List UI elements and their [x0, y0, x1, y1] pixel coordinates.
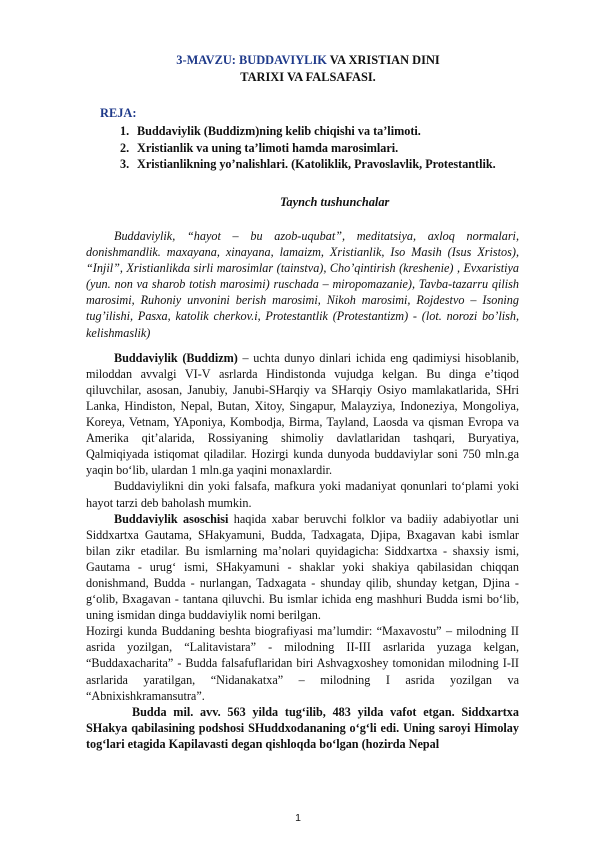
body-paragraph: Hozirgi kunda Buddaning beshta biografiyasi ma’lumdir: “Maxavostu” – milodning II asrida yozilgan, “Lalitavistara” - milodning II-III asrlarida yuzaga kelgan, “Buddaxacharita” - Budda falsafuflaridan biri Ashvagxoshey tomonidan milodning I-II asrlarida yaratilgan, “Nidanakatxa” – milodning I asrida yozilgan va “Abnixishkramansutra”. [86, 624, 519, 703]
body-paragraph: Budda mil. avv. 563 yilda tug‘ilib, 483 yilda vafot etgan. Siddxartxa SHakya qabilasining podshosi SHuddxodananing o‘g‘li edi. Uning saroyi Himolay tog‘lari etagida Kapilavasti degan qishloqda bo‘lgan (hozirda Nepal [86, 704, 519, 751]
plan-item-text: Xristianlikning yo’nalishlari. (Katoliklik, Pravoslavlik, Protestantlik. [137, 157, 496, 172]
plan-heading: REJA: [100, 106, 137, 120]
page-number: 1 [295, 812, 301, 824]
plan-item-number: 3. [120, 157, 130, 172]
plan-item [120, 156, 560, 173]
body-paragraph: Buddaviylikni din yoki falsafa, mafkura yoki madaniyat qonunlari to‘plami yoki hayot tarzi deb baholash mumkin. [86, 479, 519, 510]
key-terms-heading: Taynch tushunchalar [280, 195, 390, 209]
title-topic-label: 3-MAVZU: BUDDAVIYLIK [176, 53, 327, 67]
title-line-2: TARIXI VA FALSAFASI. [240, 69, 376, 84]
body-paragraph [86, 511, 519, 624]
key-terms-paragraph: Buddaviylik, “hayot – bu azob-uqubat”, meditatsiya, axloq normalari, donishmandlik. maxayana, xinayana, lamaizm, Xristianlik, Iso Masih (Isus Xristos), “Injil”, Xristianlikda sirli marosimlar (tainstva), Cho’qintirish (kreshenie) , Evxaristiya (yun. non va sharob totish marosimi) ruschada – miropomazanie), Tavba-tazarru qilish marosimi, Ruhoniy unvonini berish marosimi, Nikoh marosimi, Rojdestvo – Isoning tug’ilishi, Pasxa, katolik cherkov.i, Protestantlik (Protestantizm) - (lot. norozi bo’lish, kelishmaslik) [86, 229, 519, 340]
plan-item-number: 1. [120, 124, 130, 138]
paragraph-lead: Buddaviylik (Buddizm) [114, 350, 238, 365]
plan-item-text: Buddaviylik (Buddizm)ning kelib chiqishi va ta’limoti. [137, 124, 421, 138]
title-topic-rest: VA XRISTIAN DINI [326, 53, 440, 67]
page-title [100, 52, 516, 85]
plan-item-number: 2. [120, 140, 130, 155]
plan-item-text: Xristianlik va uning ta’limoti hamda marosimlari. [137, 140, 399, 155]
document-body [86, 228, 519, 752]
title-line-1 [100, 52, 516, 69]
plan-list [120, 123, 560, 173]
paragraph-text: – uchta dunyo dinlari ichida eng qadimiysi hisoblanib, miloddan avvalgi VI-V asrlarda Hindistonda vujudga kelgan. Bu dinga e’tiqod qiluvchilar, asosan, Janubiy, Janubi-SHarqiy va SHarqiy Osiyo mamlakatlarida, SHri Lanka, Hindiston, Nepal, Butan, Xitoy, Singapur, Malayziya, Indoneziya, Mongoliya, Koreya, Vetnam, YAponiya, Kombodja, Birma, Tayland, Laosda va qisman Evropa va Amerika qit’alarida, Rossiyaning shimoliy davlatlaridan tashqari, Buryatiya, Qalmiqiyada istiqomat qiladilar. Hozirgi kunda dunyoda buddaviylar soni 750 mln.ga yaqin bo‘lib, ulardan 1 mln.ga yaqini monaxlardir. [86, 350, 519, 478]
body-paragraph [86, 350, 519, 479]
paragraph-text: haqida xabar beruvchi folklor va badiiy adabiyotlar uni Siddxartxa Gautama, SHakyamuni, Budda, Tadxagata, Djipa, Bxagavan kabi ismlar bilan zikr etadilar. Bu ismlarning ma’nolari quyidagicha: Siddxartxa - shaxsiy ismi, Gautama - urug‘ ismi, SHakyamuni - shaklar yoki shakiya qabilasidan chiqqan donishmand, Budda - nurlangan, Tadxagata - shunday qilib, shunday ketgan, Djina - g‘olib, Bxagavan - tantana qiluvchi. Bu ismlar ichida eng mashhuri Budda ismi bo‘lib, uning ismidan dinga buddaviylik nomi berilgan. [86, 511, 519, 623]
plan-item [120, 123, 560, 140]
plan-item [120, 140, 560, 157]
paragraph-lead: Buddaviylik asoschisi [114, 511, 229, 526]
